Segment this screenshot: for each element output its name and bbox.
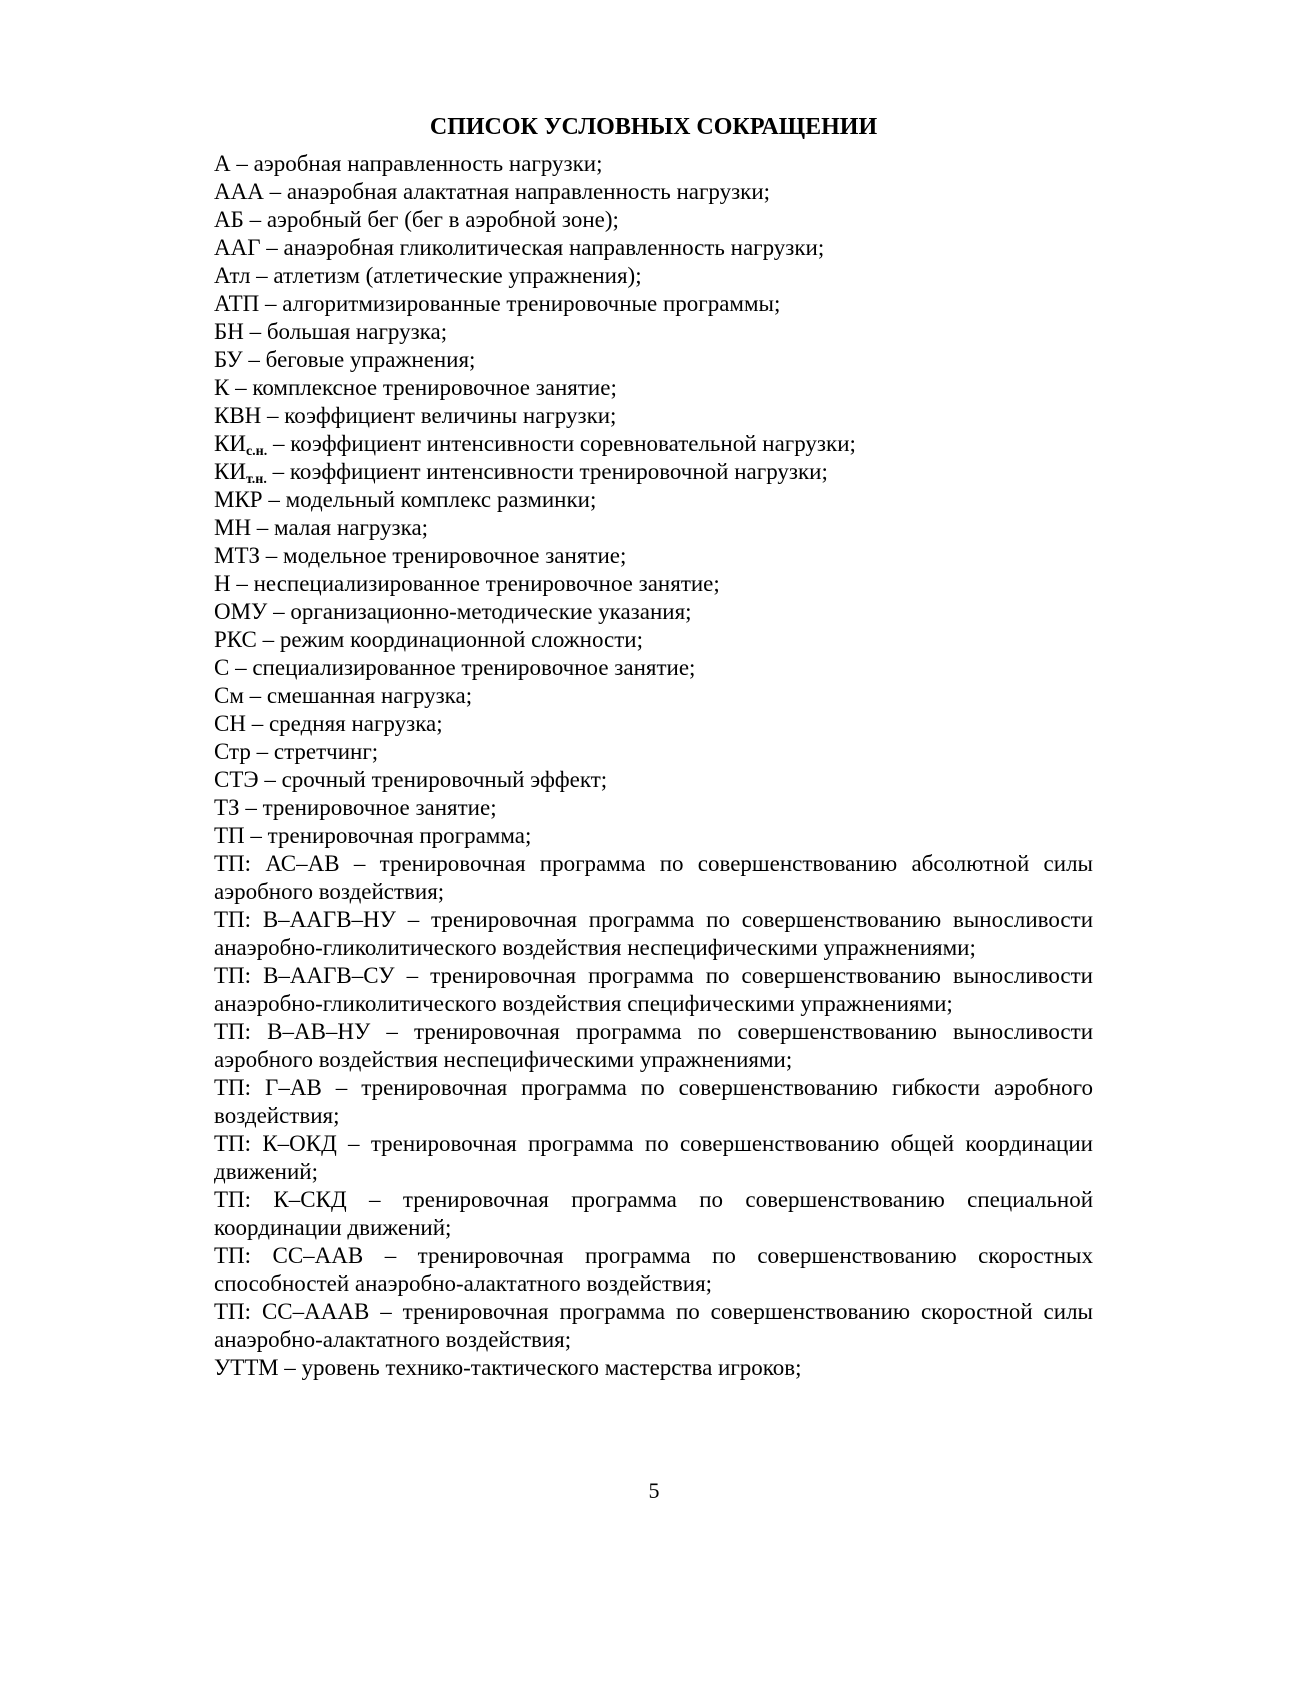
abbreviation-item — [214, 458, 1093, 486]
abbreviation-item — [214, 962, 1093, 1018]
abbreviation-text: А – аэробная направленность нагрузки; — [214, 151, 603, 176]
abbreviation-subscript: с.н. — [245, 444, 268, 459]
abbreviation-item — [214, 290, 1093, 318]
abbreviation-item — [214, 1018, 1093, 1074]
abbreviation-item — [214, 346, 1093, 374]
abbreviation-item — [214, 738, 1093, 766]
abbreviation-definition: – коэффициент интенсивности соревновательной нагрузки; — [267, 431, 856, 456]
abbreviation-item — [214, 570, 1093, 598]
abbreviation-text: К – комплексное тренировочное занятие; — [214, 375, 617, 400]
abbreviation-text: КИ — [214, 431, 246, 456]
abbreviation-text: КИ — [214, 459, 246, 484]
abbreviation-item — [214, 514, 1093, 542]
abbreviation-item — [214, 766, 1093, 794]
abbreviation-text: СТЭ – срочный тренировочный эффект; — [214, 767, 608, 792]
abbreviation-text: МКР – модельный комплекс разминки; — [214, 487, 597, 512]
abbreviation-text: ТП: К–ОКД – тренировочная программа по совершенствованию общей координации движений; — [214, 1131, 1093, 1184]
abbreviation-item — [214, 906, 1093, 962]
abbreviation-item — [214, 1354, 1093, 1382]
abbreviation-text: УТТМ – уровень технико-тактического мастерства игроков; — [214, 1355, 802, 1380]
abbreviation-definition: – коэффициент интенсивности тренировочной нагрузки; — [266, 459, 828, 484]
abbreviation-text: ТП: СС–ААВ – тренировочная программа по совершенствованию скоростных способностей анаэробно-алактатного воздействия; — [214, 1243, 1093, 1296]
abbreviation-text: ТП – тренировочная программа; — [214, 823, 532, 848]
page-number: 5 — [648, 1478, 660, 1503]
abbreviation-text: РКС – режим координационной сложности; — [214, 627, 643, 652]
abbreviation-item — [214, 262, 1093, 290]
abbreviation-item — [214, 1074, 1093, 1130]
abbreviation-text: ТП: В–ААГВ–СУ – тренировочная программа по совершенствованию выносливости анаэробно-гликолитического воздействия специфическими упражнениями; — [214, 963, 1093, 1016]
abbreviation-text: Стр – стретчинг; — [214, 739, 379, 764]
abbreviation-text: ТП: К–СКД – тренировочная программа по совершенствованию специальной координации движений; — [214, 1187, 1093, 1240]
abbreviation-item — [214, 654, 1093, 682]
abbreviation-item — [214, 822, 1093, 850]
abbreviation-text: БН – большая нагрузка; — [214, 319, 448, 344]
abbreviation-item — [214, 626, 1093, 654]
abbreviation-text: ТП: Г–АВ – тренировочная программа по совершенствованию гибкости аэробного воздействия; — [214, 1075, 1093, 1128]
abbreviation-list — [214, 150, 1093, 1382]
abbreviation-text: ТЗ – тренировочное занятие; — [214, 795, 497, 820]
page-title: СПИСОК УСЛОВНЫХ СОКРАЩЕНИИ — [429, 114, 878, 140]
abbreviation-text: ТП: СС–АААВ – тренировочная программа по совершенствованию скоростной силы анаэробно-алактатного воздействия; — [214, 1299, 1093, 1352]
abbreviation-text: АБ – аэробный бег (бег в аэробной зоне); — [214, 207, 619, 232]
abbreviation-subscript: т.н. — [245, 472, 267, 487]
abbreviation-text: КВН – коэффициент величины нагрузки; — [214, 403, 617, 428]
abbreviation-item — [214, 598, 1093, 626]
abbreviation-item — [214, 206, 1093, 234]
abbreviation-item — [214, 374, 1093, 402]
abbreviation-text: Н – неспециализированное тренировочное занятие; — [214, 571, 720, 596]
abbreviation-item — [214, 430, 1093, 458]
abbreviation-item — [214, 318, 1093, 346]
abbreviation-item — [214, 1130, 1093, 1186]
abbreviation-text: См – смешанная нагрузка; — [214, 683, 473, 708]
abbreviation-item — [214, 682, 1093, 710]
abbreviation-item — [214, 542, 1093, 570]
abbreviation-item — [214, 402, 1093, 430]
abbreviation-text: Атл – атлетизм (атлетические упражнения); — [214, 263, 642, 288]
abbreviation-item — [214, 850, 1093, 906]
abbreviation-text: ТП: АС–АВ – тренировочная программа по совершенствованию абсолютной силы аэробного воздействия; — [214, 851, 1093, 904]
abbreviation-text: С – специализированное тренировочное занятие; — [214, 655, 696, 680]
abbreviation-text: ААА – анаэробная алактатная направленность нагрузки; — [214, 179, 771, 204]
abbreviation-text: МТЗ – модельное тренировочное занятие; — [214, 543, 627, 568]
abbreviation-item — [214, 234, 1093, 262]
abbreviation-item — [214, 150, 1093, 178]
abbreviation-item — [214, 794, 1093, 822]
abbreviation-item — [214, 486, 1093, 514]
abbreviation-text: ТП: В–АВ–НУ – тренировочная программа по совершенствованию выносливости аэробного воздействия неспецифическими упражнениями; — [214, 1019, 1093, 1072]
abbreviation-text: МН – малая нагрузка; — [214, 515, 429, 540]
abbreviation-item — [214, 1186, 1093, 1242]
abbreviation-item — [214, 178, 1093, 206]
abbreviation-text: СН – средняя нагрузка; — [214, 711, 443, 736]
abbreviation-item — [214, 710, 1093, 738]
abbreviation-text: ОМУ – организационно-методические указания; — [214, 599, 692, 624]
abbreviation-text: АТП – алгоритмизированные тренировочные программы; — [214, 291, 781, 316]
abbreviation-text: ТП: В–ААГВ–НУ – тренировочная программа по совершенствованию выносливости анаэробно-гликолитического воздействия неспецифическими упражнениями; — [214, 907, 1093, 960]
abbreviation-item — [214, 1242, 1093, 1298]
abbreviation-item — [214, 1298, 1093, 1354]
abbreviation-text: ААГ – анаэробная гликолитическая направленность нагрузки; — [214, 235, 825, 260]
abbreviation-text: БУ – беговые упражнения; — [214, 347, 476, 372]
